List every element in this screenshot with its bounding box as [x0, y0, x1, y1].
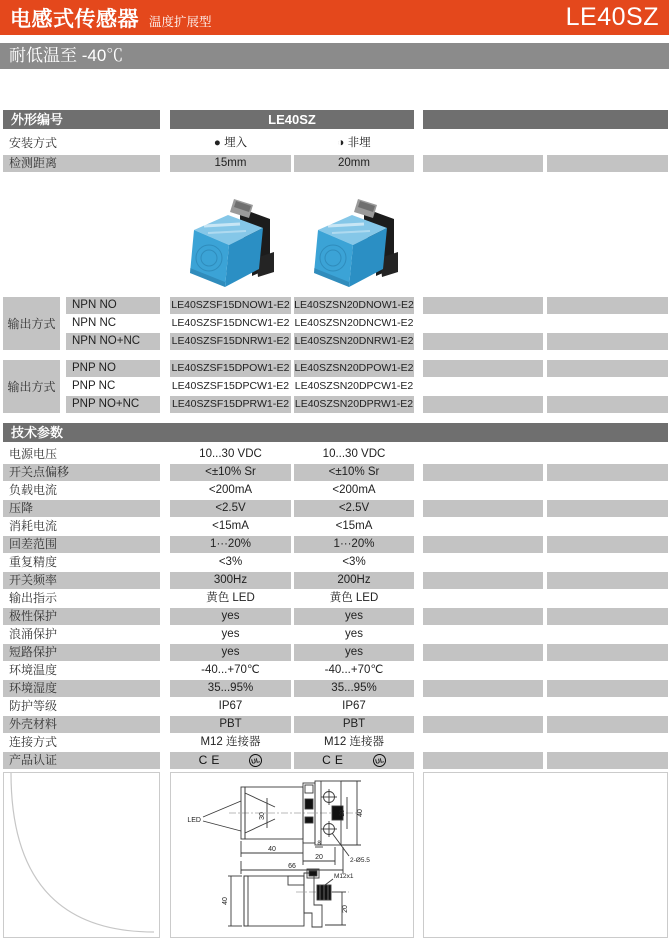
- spec-row: [0, 446, 669, 463]
- model-code-nonflush: LE40SZSN20DPRW1-E2: [294, 396, 414, 413]
- output-type: NPN NC: [72, 317, 117, 329]
- output-type: PNP NC: [72, 380, 116, 392]
- output-row: [0, 378, 669, 395]
- spec-value-nonflush: 黄色 LED: [329, 592, 379, 604]
- dim-height: 40: [357, 809, 364, 817]
- flush-mount-text: 埋入: [224, 137, 248, 149]
- empty-cell: [423, 752, 543, 769]
- spec-label: 防护等级: [9, 699, 58, 713]
- spec-label: 回差范围: [3, 536, 160, 553]
- spec-row: [0, 482, 669, 499]
- spec-label: 浪涌保护: [9, 627, 58, 641]
- spec-value-flush: 黄色 LED: [206, 592, 255, 604]
- thread-label: M12x1: [334, 873, 354, 880]
- install-label: 安装方式: [9, 136, 58, 150]
- model-code-flush: LE40SZSF15DPRW1-E2: [170, 396, 291, 413]
- spec-row: [0, 626, 669, 643]
- dim-side-height: 40: [222, 897, 229, 905]
- corner-curve: [4, 773, 159, 937]
- spec-label: 压降: [3, 500, 160, 517]
- empty-cell: [423, 464, 543, 481]
- spec-label: 环境湿度: [3, 680, 160, 697]
- spec-label: 短路保护: [3, 644, 160, 661]
- output-row: [0, 396, 669, 413]
- spec-label: 极性保护: [3, 608, 160, 625]
- empty-cell: [423, 608, 543, 625]
- distance-empty-cell: [423, 155, 543, 172]
- dim-body-width: 40: [268, 846, 276, 853]
- empty-cell: [423, 644, 543, 661]
- product-photo-nonflush: [308, 188, 400, 292]
- spec-value-flush: -40...+70℃: [201, 664, 260, 676]
- model-code-nonflush: LE40SZSN20DNRW1-E2: [294, 333, 414, 350]
- empty-cell: [547, 536, 668, 553]
- spec-value-flush: M12 连接器: [200, 736, 261, 748]
- model-code-nonflush: LE40SZSN20DNCW1-E2: [294, 317, 414, 329]
- empty-cell: [423, 396, 543, 413]
- install-nonflush-cell: [294, 135, 414, 152]
- led-label: LED: [187, 817, 201, 824]
- distance-flush-value: 15mm: [170, 155, 291, 172]
- empty-cell: [423, 680, 543, 697]
- empty-cell: [547, 752, 668, 769]
- spec-value-nonflush: yes: [345, 628, 363, 640]
- empty-cell: [547, 500, 668, 517]
- flush-mount-icon: ●: [213, 137, 221, 149]
- empty-cell: [547, 680, 668, 697]
- empty-cell: [547, 297, 668, 314]
- cert-cell-nonflush: [294, 752, 414, 769]
- model-code-flush: LE40SZSF15DPCW1-E2: [171, 380, 290, 392]
- output-row: [0, 360, 669, 377]
- empty-cell: [423, 500, 543, 517]
- spec-row: [0, 698, 669, 715]
- empty-cell: [423, 536, 543, 553]
- dim-total-length: 66: [288, 863, 296, 870]
- spec-value-flush: <3%: [218, 556, 243, 568]
- spec-row: [0, 734, 669, 751]
- install-row: [0, 135, 669, 152]
- empty-cell: [423, 360, 543, 377]
- ul-mark-icon: UL: [372, 753, 387, 768]
- spec-value-nonflush: <200mA: [332, 484, 376, 496]
- spec-label: 环境温度: [9, 663, 58, 677]
- shape-header-label: 外形编号: [3, 110, 160, 129]
- empty-cell: [423, 572, 543, 589]
- spec-label: 电源电压: [9, 447, 58, 461]
- distance-nonflush-value: 20mm: [294, 155, 414, 172]
- spec-value-flush: yes: [170, 608, 291, 625]
- spec-label: 外壳材料: [3, 716, 160, 733]
- spec-value-flush: <15mA: [212, 520, 249, 532]
- spec-value-nonflush: yes: [294, 608, 414, 625]
- output-group-pnp: [0, 360, 669, 413]
- output-group-label: 输出方式: [3, 297, 60, 350]
- nonflush-mount-text: 非埋: [347, 137, 371, 149]
- spec-row: [0, 536, 669, 553]
- spec-row: [0, 572, 669, 589]
- decorative-corner-box: [3, 772, 160, 938]
- spec-value-flush: 35...95%: [170, 680, 291, 697]
- distance-row: [0, 155, 669, 172]
- spec-value-flush: 300Hz: [170, 572, 291, 589]
- product-variant-subtitle: 温度扩展型: [149, 15, 212, 29]
- spec-row: [0, 662, 669, 679]
- empty-cell: [547, 716, 668, 733]
- empty-cell: [547, 360, 668, 377]
- spec-row: [0, 590, 669, 607]
- output-row: [0, 333, 669, 350]
- spec-value-flush: IP67: [218, 700, 243, 712]
- page-header: [0, 0, 669, 35]
- spec-value-flush: <2.5V: [170, 500, 291, 517]
- spec-value-flush: <±10% Sr: [170, 464, 291, 481]
- product-photo-flush: [184, 188, 276, 292]
- model-number: LE40SZ: [565, 3, 659, 31]
- nonflush-mount-icon: ◑: [337, 137, 345, 149]
- spec-value-nonflush: -40...+70℃: [324, 664, 384, 676]
- empty-cell: [423, 333, 543, 350]
- output-group-npn: [0, 297, 669, 350]
- empty-cell: [423, 297, 543, 314]
- feature-banner: 耐低温至 -40℃: [0, 43, 669, 69]
- spec-value-flush: 1···20%: [170, 536, 291, 553]
- spec-row: [0, 464, 669, 481]
- spec-row: [0, 716, 669, 733]
- cert-cell-flush: [170, 752, 291, 769]
- spec-value-flush: 10...30 VDC: [199, 448, 262, 460]
- ul-mark-icon: UL: [248, 753, 263, 768]
- empty-cell: [547, 608, 668, 625]
- spec-label: 开关频率: [3, 572, 160, 589]
- empty-cell: [547, 644, 668, 661]
- model-code-flush: LE40SZSF15DPOW1-E2: [170, 360, 291, 377]
- spec-label: 消耗电流: [9, 519, 58, 533]
- spec-value-nonflush: M12 连接器: [323, 736, 385, 748]
- empty-cell: [423, 716, 543, 733]
- spec-row: [0, 500, 669, 517]
- spec-row: [0, 608, 669, 625]
- model-code-nonflush: LE40SZSN20DPCW1-E2: [294, 380, 414, 392]
- model-code-flush: LE40SZSF15DNOW1-E2: [170, 297, 291, 314]
- empty-cell: [547, 464, 668, 481]
- dim-face: 30: [259, 812, 266, 820]
- ce-mark-icon: CE: [198, 753, 224, 767]
- spec-value-nonflush: <15mA: [335, 520, 373, 532]
- model-code-flush: LE40SZSF15DNCW1-E2: [171, 317, 290, 329]
- dim-hole-spacing: 20: [340, 809, 346, 817]
- spec-value-flush: PBT: [170, 716, 291, 733]
- empty-cell: [547, 396, 668, 413]
- spec-row: [0, 644, 669, 661]
- spec-value-nonflush: 200Hz: [294, 572, 414, 589]
- install-flush-cell: [170, 135, 291, 152]
- dim-bracket: 20: [315, 854, 323, 861]
- output-type: NPN NO: [66, 297, 160, 314]
- spec-value-flush: yes: [221, 628, 240, 640]
- distance-empty-cell: [547, 155, 668, 172]
- spec-value-nonflush: <±10% Sr: [294, 464, 414, 481]
- output-type: PNP NO: [66, 360, 160, 377]
- spec-value-flush: yes: [170, 644, 291, 661]
- spec-label: 连接方式: [9, 735, 58, 749]
- empty-drawing-box: [423, 772, 668, 938]
- model-code-nonflush: LE40SZSN20DNOW1-E2: [294, 297, 414, 314]
- spec-label: 重复精度: [9, 555, 58, 569]
- tech-params-header-row: [0, 423, 669, 442]
- dim-gap: 8: [317, 841, 321, 847]
- spec-value-nonflush: PBT: [294, 716, 414, 733]
- spec-label: 输出指示: [9, 591, 58, 605]
- spec-label: 产品认证: [3, 752, 160, 769]
- spec-value-nonflush: IP67: [342, 700, 366, 712]
- spec-row: [0, 554, 669, 571]
- output-type: NPN NO+NC: [66, 333, 160, 350]
- spec-value-nonflush: 1···20%: [294, 536, 414, 553]
- spec-value-nonflush: 10...30 VDC: [322, 448, 386, 460]
- holes-note: 2-Ø5.5: [350, 857, 370, 864]
- spec-value-nonflush: 35...95%: [294, 680, 414, 697]
- dimension-drawing-box: [170, 772, 414, 938]
- output-group-label: 输出方式: [3, 360, 60, 413]
- spec-value-flush: <200mA: [208, 484, 253, 496]
- output-row: [0, 315, 669, 332]
- shape-header-model: LE40SZ: [170, 110, 414, 129]
- tech-params-title: 技术参数: [3, 423, 668, 442]
- spec-value-nonflush: yes: [294, 644, 414, 661]
- model-code-flush: LE40SZSF15DNRW1-E2: [170, 333, 291, 350]
- shape-header-row: [0, 110, 669, 127]
- ce-mark-icon: CE: [322, 753, 347, 767]
- output-row: [0, 297, 669, 314]
- spec-value-nonflush: <3%: [342, 556, 366, 568]
- model-code-nonflush: LE40SZSN20DPOW1-E2: [294, 360, 414, 377]
- spec-label: 负载电流: [9, 483, 58, 497]
- spec-value-nonflush: <2.5V: [294, 500, 414, 517]
- spec-row: [0, 518, 669, 535]
- dimension-drawing: [171, 773, 413, 937]
- empty-cell: [547, 572, 668, 589]
- output-type: PNP NO+NC: [66, 396, 160, 413]
- spec-label: 开关点偏移: [3, 464, 160, 481]
- spec-table: [0, 446, 669, 770]
- spec-row: [0, 680, 669, 697]
- certification-row: [0, 752, 669, 769]
- product-category-title: 电感式传感器: [10, 7, 139, 31]
- distance-label: 检测距离: [3, 155, 160, 172]
- shape-header-empty: [423, 110, 668, 129]
- empty-cell: [547, 333, 668, 350]
- dim-side-depth: 20: [342, 905, 349, 913]
